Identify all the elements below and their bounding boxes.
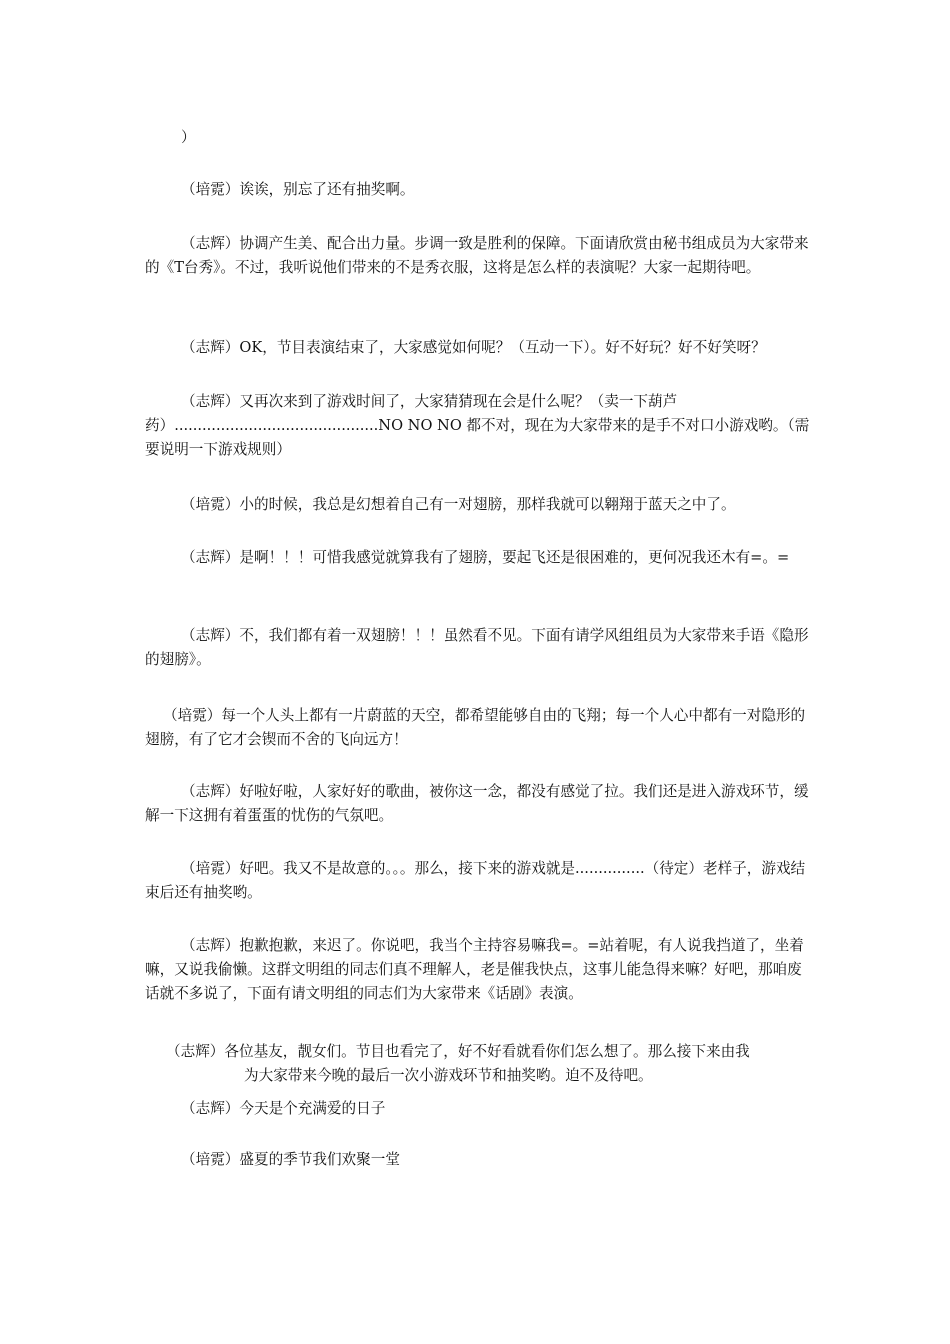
paragraph-dialogue: （培霓）盛夏的季节我们欢聚一堂 — [181, 1151, 400, 1168]
paragraph-dialogue-line1: （志辉）各位基友，靓女们。节目也看完了，好不好看就看你们怎么想了。那么接下来由我 — [166, 1043, 750, 1060]
paragraph-dialogue: （志辉）OK，节目表演结束了，大家感觉如何呢？（互动一下）。好不好玩？好不好笑呀？ — [181, 339, 766, 356]
paragraph-dialogue: （志辉）又再次来到了游戏时间了，大家猜猜现在会是什么呢？（卖一下葫芦药）............................................NO NO NO 都不对，现在为大家带来的是手不对口小游戏哟。（需要说明一下游戏规则） — [145, 393, 810, 458]
paragraph-dialogue: （志辉）不，我们都有着一双翅膀！！！虽然看不见。下面有请学风组组员为大家带来手语《隐形的翅膀》。 — [145, 627, 809, 668]
paragraph-dialogue: （培霓）诶诶，别忘了还有抽奖啊。 — [181, 181, 415, 198]
paragraph-dialogue-line2: 为大家带来今晚的最后一次小游戏环节和抽奖哟。迫不及待吧。 — [244, 1067, 653, 1084]
paragraph-dialogue: （志辉）是啊！！！可惜我感觉就算我有了翅膀，要起飞还是很困难的，更何况我还木有=。= — [181, 549, 790, 566]
paragraph-dialogue: （志辉）好啦好啦，人家好好的歌曲，被你这一念，都没有感觉了拉。我们还是进入游戏环节，缓解一下这拥有着蛋蛋的忧伤的气氛吧。 — [145, 783, 809, 824]
paragraph-dialogue: （培霓）好吧。我又不是故意的。。。那么，接下来的游戏就是...............（待定）老样子，游戏结束后还有抽奖哟。 — [145, 860, 806, 901]
paragraph-closing-paren: ） — [181, 129, 196, 146]
paragraph-dialogue: （志辉）今天是个充满爱的日子 — [181, 1100, 386, 1117]
paragraph-dialogue: （志辉）抱歉抱歉，来迟了。你说吧，我当个主持容易嘛我=。=站着呢，有人说我挡道了，坐着嘛，又说我偷懒。这群文明组的同志们真不理解人，老是催我快点，这事儿能急得来嘛？好吧，那咱废话就不多说了，下面有请文明组的同志们为大家带来《话剧》表演。 — [145, 937, 804, 1002]
paragraph-dialogue: （培霓）小的时候，我总是幻想着自己有一对翅膀，那样我就可以翱翔于蓝天之中了。 — [181, 496, 736, 513]
paragraph-dialogue: （培霓）每一个人头上都有一片蔚蓝的天空，都希望能够自由的飞翔；每一个人心中都有一对隐形的翅膀，有了它才会锲而不舍的飞向远方！ — [145, 707, 806, 748]
paragraph-dialogue: （志辉）协调产生美、配合出力量。步调一致是胜利的保障。下面请欣赏由秘书组成员为大家带来的《T台秀》。不过，我听说他们带来的不是秀衣服，这将是怎么样的表演呢？大家一起期待吧。 — [145, 235, 809, 276]
